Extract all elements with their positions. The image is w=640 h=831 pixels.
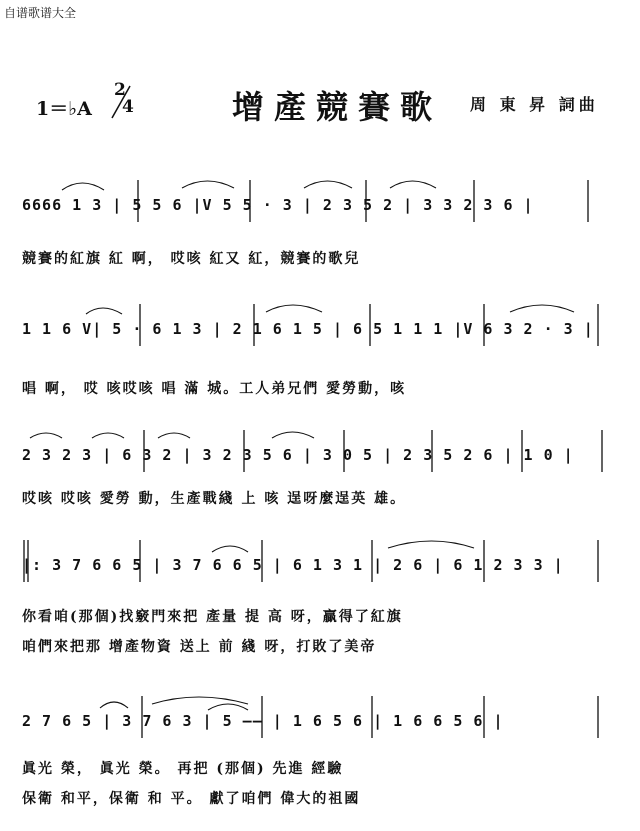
system-5-lyrics-verse-2: 保衛 和平，保衛 和 平。 獻了咱們 偉大的祖國 — [22, 791, 361, 807]
song-author: 周 東 昇 詞曲 — [470, 95, 599, 114]
system-2-lyrics: 唱 啊， 哎 咳哎咳 唱 滿 城。工人弟兄們 愛勞動，咳 — [22, 381, 407, 397]
song-title: 增產競賽歌 — [232, 88, 443, 126]
system-1-lyrics: 競賽的紅旗 紅 啊， 哎咳 紅又 紅，競賽的歌兒 — [22, 251, 361, 267]
time-signature-top: 2 — [114, 80, 126, 100]
time-signature-bottom: 4 — [122, 97, 134, 117]
system-3-lyrics: 哎咳 哎咳 愛勞 動，生產戰綫 上 咳 逞呀麼逞英 雄。 — [22, 491, 407, 507]
site-watermark: 自谱歌谱大全 — [4, 6, 77, 20]
system-1-notes: 6666 1 3 | 5 5 6 |V 5 5 · 3 | 2 3 5 2 | 3 3 2 3 6 | — [22, 196, 534, 214]
key-signature: 1＝♭A — [36, 98, 92, 120]
system-2-notes: 1 1 6 V| 5 · 6 1 3 | 2 1 6 1 5 | 6 5 1 1 1 |V 6 3 2 · 3 | — [22, 320, 594, 338]
system-4-lyrics-verse-2: 咱們來把那 增產物資 送上 前 綫 呀，打敗了美帝 — [22, 639, 377, 655]
system-4-lyrics-verse-1: 你看咱(那個)找竅門來把 產量 提 高 呀，贏得了紅旗 — [22, 609, 403, 625]
system-5-lyrics-verse-1: 眞光 榮， 眞光 榮。 再把 (那個) 先進 經驗 — [22, 761, 344, 777]
system-4-notes: |: 3 7 6 6 5 | 3 7 6 6 5 | 6 1 3 1 | 2 6 | 6 1 2 3 3 | — [22, 556, 564, 574]
system-5-notes: 2 7 6 5 | 3 7 6 3 | 5 —— | 1 6 5 6 | 1 6 6 5 6 | — [22, 712, 504, 730]
system-3-notes: 2 3 2 3 | 6 3 2 | 3 2 3 5 6 | 3 0 5 | 2 3 5 2 6 | 1 0 | — [22, 446, 574, 464]
